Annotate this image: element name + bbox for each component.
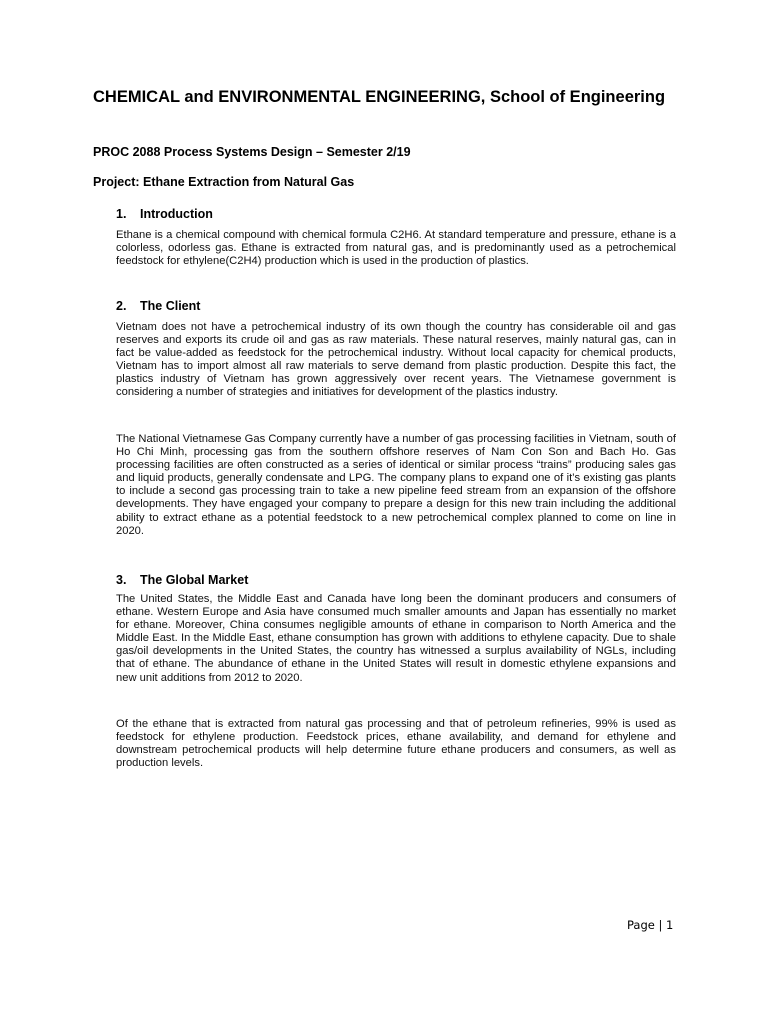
section-title: The Client — [140, 299, 201, 313]
section-number: 3. — [116, 573, 127, 587]
paragraph: Vietnam does not have a petrochemical industry of its own though the country has considerable oil and gas reserves and exports its crude oil and gas as raw materials. These natural reserves, mainly natural gas, can in fact be value-added as feedstock for the petrochemical industry. Without local capacity for chemical products, Vietnam has to import almost all raw materials to serve demand from plastic production. Despite this fact, the plastics industry of Vietnam has grown aggressively over recent years. The Vietnamese government is considering a number of strategies and initiatives for development of the plastics industry. — [116, 321, 676, 399]
document-title: CHEMICAL and ENVIRONMENTAL ENGINEERING, School of Engineering — [93, 88, 666, 106]
section-heading-introduction — [116, 207, 213, 221]
section-number: 1. — [116, 207, 127, 221]
section-title: Introduction — [140, 207, 213, 221]
paragraph: Ethane is a chemical compound with chemical formula C2H6. At standard temperature and pressure, ethane is a colorless, odorless gas. Ethane is extracted from natural gas, and is predominantly used as a petrochemical feedstock for ethylene(C2H4) production which is used in the production of plastics. — [116, 229, 676, 268]
course-line: PROC 2088 Process Systems Design – Semester 2/19 — [93, 145, 411, 159]
section-title: The Global Market — [140, 573, 249, 587]
paragraph: The National Vietnamese Gas Company currently have a number of gas processing facilities in Vietnam, south of Ho Chi Minh, processing gas from the southern offshore reserves of Nam Con Son and Bach Ho. Gas processing facilities are often constructed as a series of identical or similar process “trains” producing sales gas and liquid products, generally condensate and LPG. The company plans to expand one of it’s existing gas plants to include a second gas processing train to take a new pipeline feed stream from an expansion of the offshore developments. They have engaged your company to prepare a design for this new train including the additional ability to extract ethane as a potential feedstock to a new petrochemical complex planned to come on line in 2020. — [116, 433, 676, 537]
page-number: Page | 1 — [627, 918, 674, 932]
section-heading-the-global-market — [116, 573, 248, 587]
section-number: 2. — [116, 299, 127, 313]
project-title: Project: Ethane Extraction from Natural Gas — [93, 175, 355, 189]
paragraph: Of the ethane that is extracted from natural gas processing and that of petroleum refineries, 99% is used as feedstock for ethylene production. Feedstock prices, ethane availability, and demand for ethylene and downstream petrochemical products will help determine future ethane producers and consumers, as well as production levels. — [116, 718, 676, 770]
section-heading-the-client — [116, 299, 200, 313]
paragraph: The United States, the Middle East and Canada have long been the dominant producers and consumers of ethane. Western Europe and Asia have consumed much smaller amounts and Japan has essentially no market for ethane. Moreover, China consumes negligible amounts of ethane in comparison to North America and the Middle East. In the Middle East, ethane consumption has grown with additions to ethylene capacity. Due to shale gas/oil developments in the United States, the country has witnessed a surplus availability of NGLs, including that of ethane. The abundance of ethane in the United States will result in domestic ethylene expansions and new unit additions from 2012 to 2020. — [116, 593, 676, 684]
